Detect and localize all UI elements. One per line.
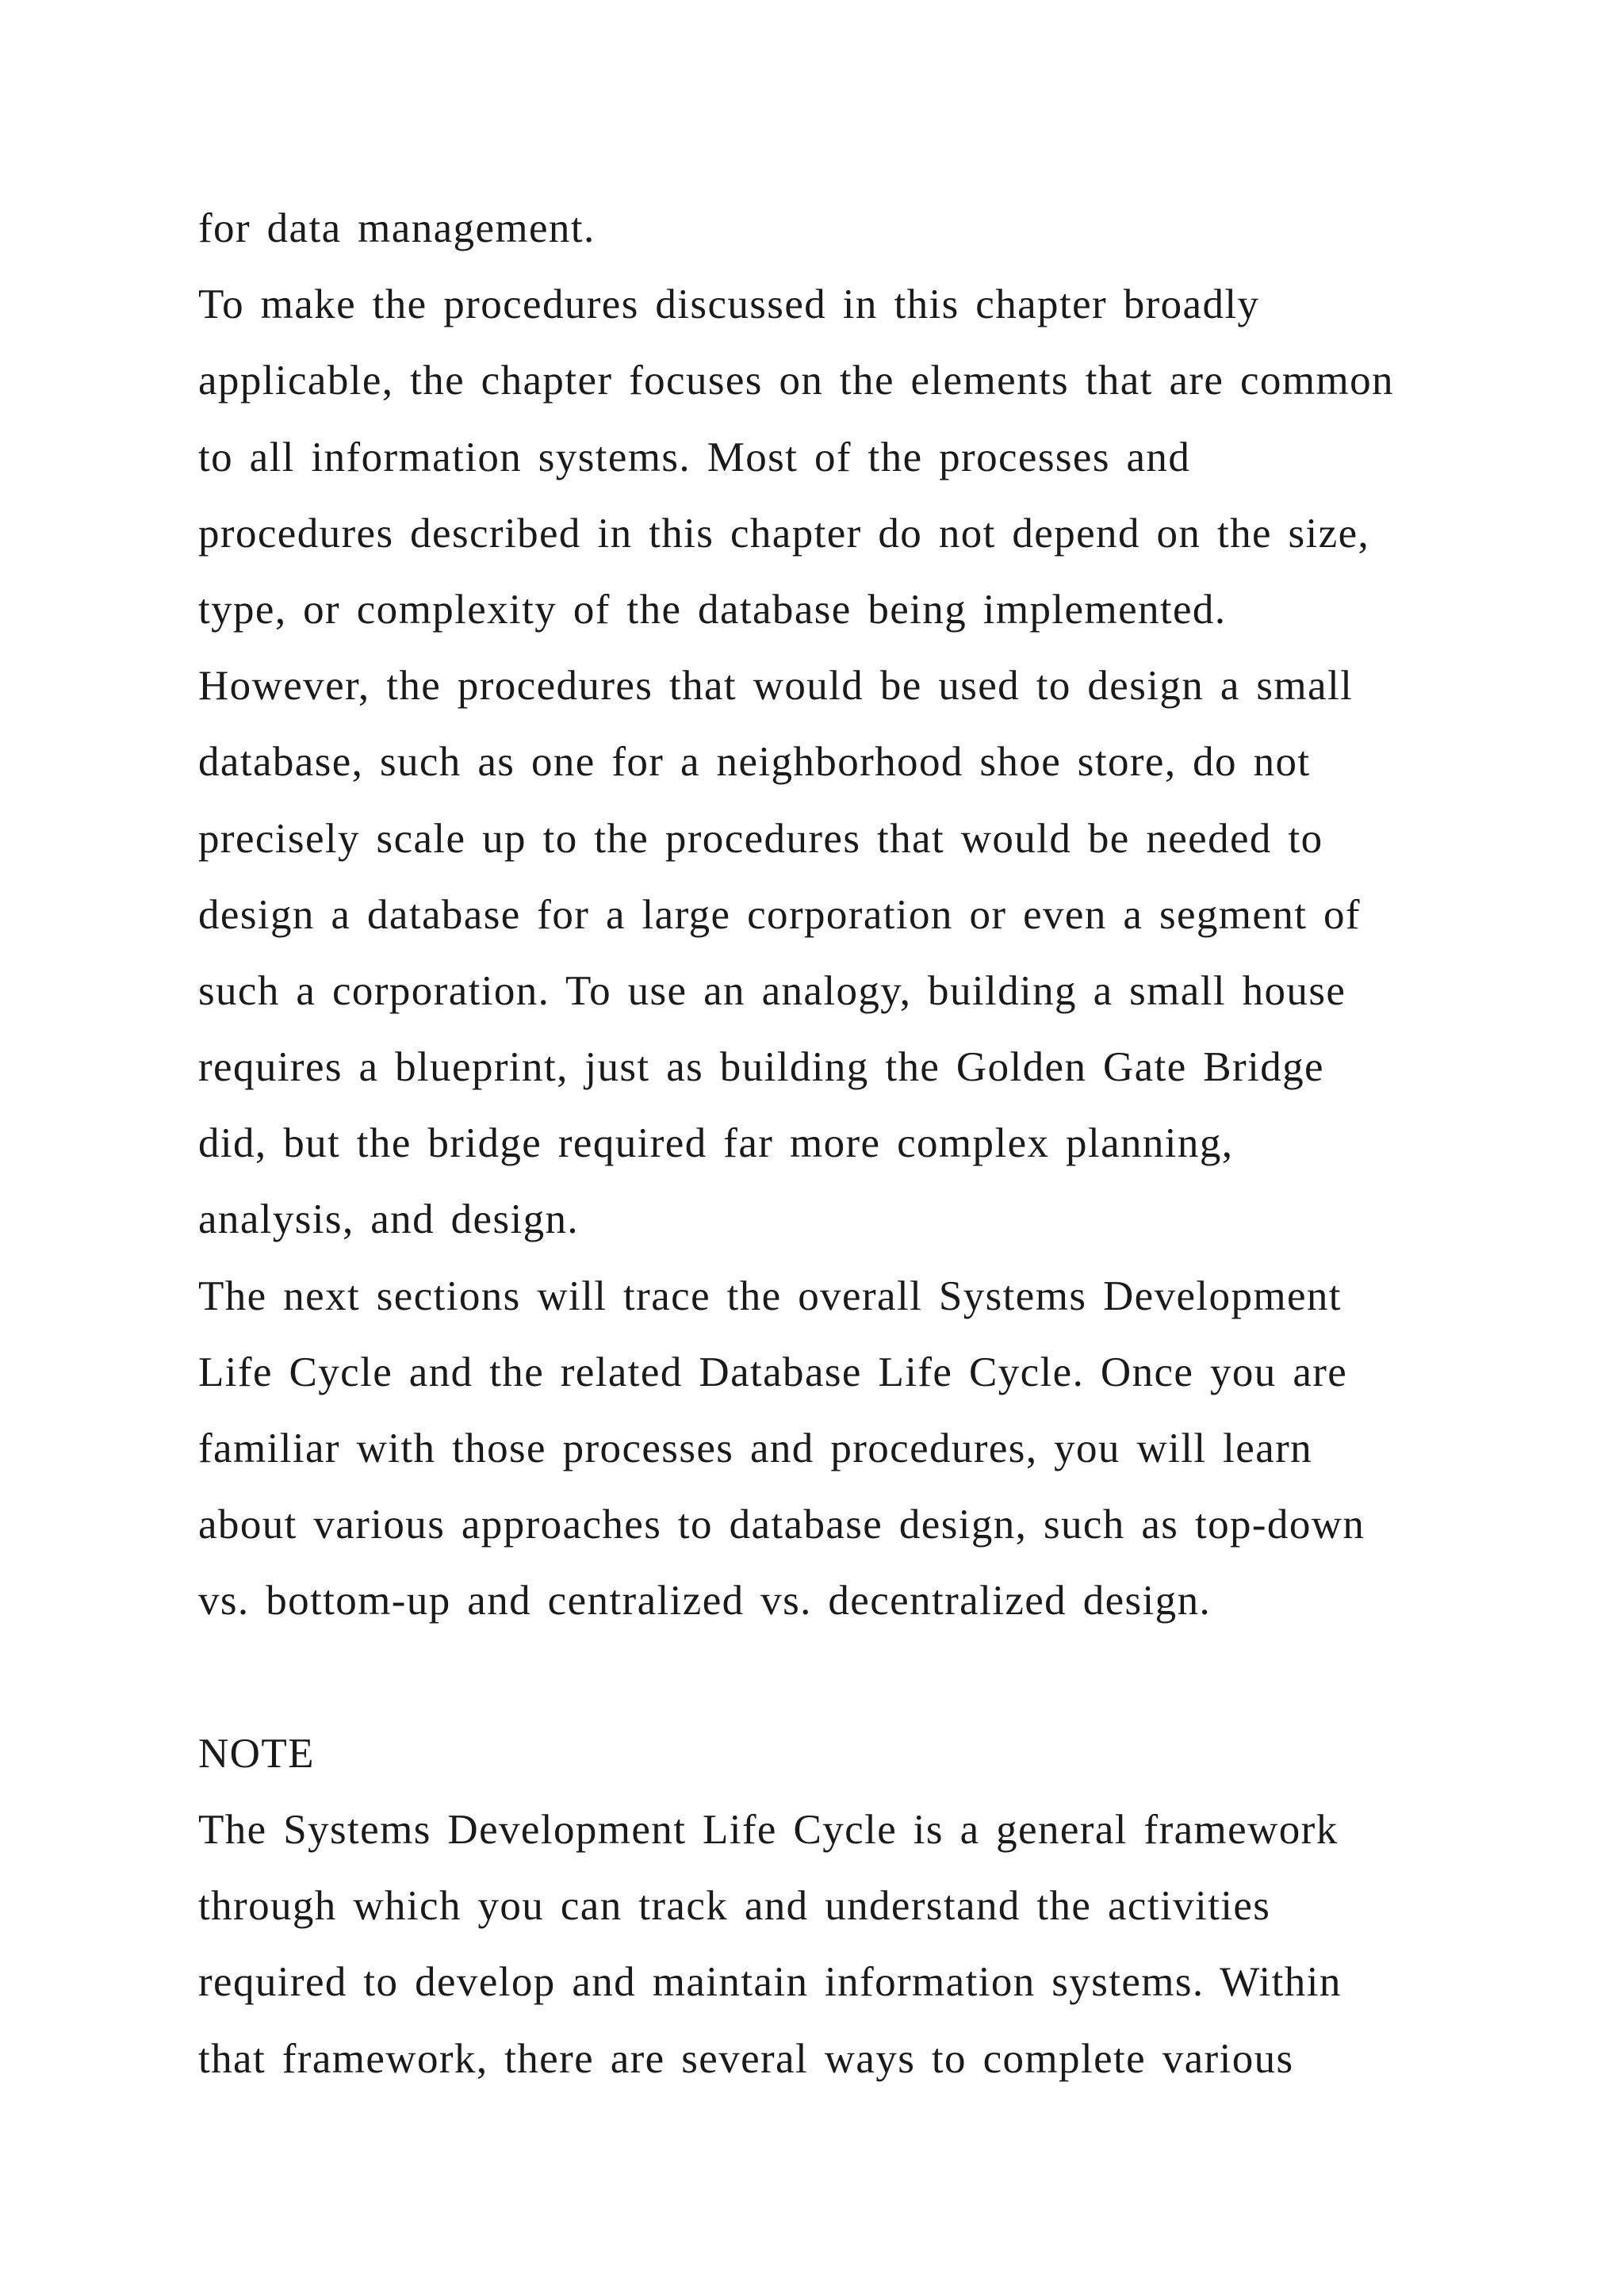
text-line: procedures described in this chapter do not depend on the size, xyxy=(198,510,1370,557)
text-line: database, such as one for a neighborhood shoe store, do not xyxy=(198,739,1311,786)
text-line: applicable, the chapter focuses on the elements that are common xyxy=(198,358,1394,404)
text-line: The next sections will trace the overall Systems Development xyxy=(198,1272,1342,1319)
body-text xyxy=(198,190,1483,2097)
text-line: design a database for a large corporation or even a segment of xyxy=(198,891,1361,938)
text-line: requires a blueprint, just as building the Golden Gate Bridge xyxy=(198,1044,1324,1091)
note-line: required to develop and maintain information systems. Within xyxy=(198,1959,1342,2006)
text-line: about various approaches to database design, such as top-down xyxy=(198,1502,1365,1548)
paragraph-spacer xyxy=(198,1640,1483,1716)
text-line: familiar with those processes and procedures, you will learn xyxy=(198,1425,1313,1471)
text-line: Life Cycle and the related Database Life Cycle. Once you are xyxy=(198,1349,1348,1395)
note-line: The Systems Development Life Cycle is a general framework xyxy=(198,1806,1339,1853)
text-line: did, but the bridge required far more complex planning, xyxy=(198,1120,1234,1167)
text-line: for data management. xyxy=(198,205,596,251)
text-line: To make the procedures discussed in this chapter broadly xyxy=(198,281,1260,328)
text-line: However, the procedures that would be used to design a small xyxy=(198,663,1354,710)
text-line: analysis, and design. xyxy=(198,1196,580,1243)
text-line: to all information systems. Most of the processes and xyxy=(198,434,1191,480)
text-line: precisely scale up to the procedures that would be needed to xyxy=(198,815,1323,862)
text-line: type, or complexity of the database being implemented. xyxy=(198,586,1227,633)
note-line: through which you can track and understand the activities xyxy=(198,1883,1271,1930)
note-heading: NOTE xyxy=(198,1730,315,1777)
text-line: vs. bottom-up and centralized vs. decentralized design. xyxy=(198,1578,1212,1624)
note-line: that framework, there are several ways to complete various xyxy=(198,2035,1294,2082)
text-line: such a corporation. To use an analogy, building a small house xyxy=(198,967,1346,1014)
